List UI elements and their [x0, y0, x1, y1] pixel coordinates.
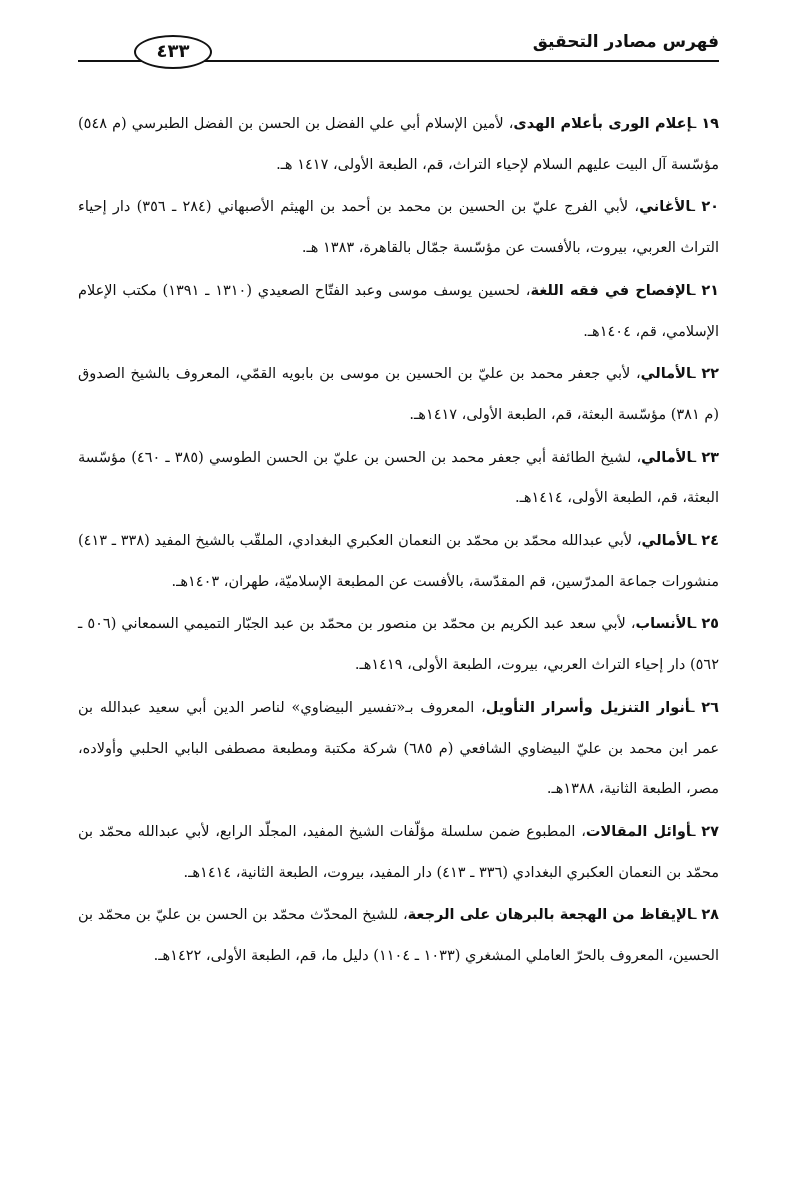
bibliography-entry: ٢٠ ـالأغاني، لأبي الفرج عليّ بن الحسين بن محمد بن أحمد بن الهيثم الأصبهاني (٢٨٤ ـ ٣٥٦) دار إحياء التراث العربي، بيروت، بالأفست عن مؤسّسة جمّال بالقاهرة، ١٣٨٣ هـ. — [78, 199, 720, 257]
entry-number: ٢٧ — [701, 823, 719, 840]
entry-text: ، لأبي سعد عبد الكريم بن محمّد بن منصور بن محمّد بن عبد الجبّار التميمي السمعاني (٥٠٦ ـ ٥٦٢) دار إحياء التراث العربي، بيروت، الطبعة الأولى، ١٤١٩هـ. — [78, 616, 719, 674]
entry-number: ٢٠ — [701, 199, 720, 216]
entry-text: ، المطبوع ضمن سلسلة مؤلّفات الشيخ المفيد، المجلّد الرابع، لأبي عبدالله محمّد بن محمّد بن النعمان العكبري البغدادي (٣٣٦ ـ ٤١٣) دار المفيد، بيروت، الطبعة الثانية، ١٤١٤هـ. — [78, 823, 719, 881]
bibliography-entry: ٢٦ ـأنوار التنزيل وأسرار التأويل، المعروف بـ«تفسير البيضاوي» لناصر الدين أبي سعيد عبدالله بن عمر ابن محمد بن عليّ البيضاوي الشافعي (م ٦٨٥) شركة مكتبة ومطبعة مصطفى البابي الحلبي وأولاده، مصر، الطبعة الثانية، ١٣٨٨هـ. — [78, 699, 719, 798]
bibliography-entry: ٢٧ ـأوائل المقالات، المطبوع ضمن سلسلة مؤلّفات الشيخ المفيد، المجلّد الرابع، لأبي عبدالله محمّد بن محمّد بن النعمان العكبري البغدادي (٣٣٦ ـ ٤١٣) دار المفيد، بيروت، الطبعة الثانية، ١٤١٤هـ. — [78, 823, 719, 881]
page-number-badge: ٤٣٣ — [134, 35, 212, 69]
bibliography-entry: ٢٤ ـالأمالي، لأبي عبدالله محمّد بن محمّد بن النعمان العكبري البغدادي، الملقّب بالشيخ المفيد (٣٣٨ ـ ٤١٣) منشورات جماعة المدرّسين، قم المقدّسة، بالأفست عن المطبعة الإسلاميّة، طهران، ١٤٠٣هـ. — [78, 533, 719, 590]
entry-number: ٢١ — [701, 282, 720, 299]
entry-title: الأمالي — [641, 449, 692, 466]
entry-text: ، لأبي عبدالله محمّد بن محمّد بن النعمان العكبري البغدادي، الملقّب بالشيخ المفيد (٣٣٨ ـ ٤١٣) منشورات جماعة المدرّسين، قم المقدّسة، بالأفست عن المطبعة الإسلاميّة، طهران، ١٤٠٣هـ. — [78, 533, 719, 590]
entry-title: الأمالي — [641, 533, 693, 550]
entry-number: ١٩ — [701, 116, 720, 132]
entry-title: الأنساب — [635, 616, 692, 633]
entry-text: ، لحسين يوسف موسى وعبد الفتّاح الصعيدي (١٣١٠ ـ ١٣٩١) مكتب الإعلام الإسلامي، قم، ١٤٠٤هـ. — [78, 282, 719, 340]
bibliography-entry: ٢٨ ـالإيقاظ من الهجعة بالبرهان على الرجعة، للشيخ المحدّث محمّد بن الحسن بن عليّ بن محمّد بن الحسين، المعروف بالحرّ العاملي المشغري (١٠٣٣ ـ ١١٠٤) دليل ما، قم، الطبعة الأولى، ١٤٢٢هـ. — [78, 907, 720, 965]
entry-number: ٢٢ — [701, 366, 720, 383]
running-title: فهرس مصادر التحقيق — [532, 32, 719, 52]
page-header — [78, 22, 719, 68]
entry-title: أنوار التنزيل وأسرار التأويل — [485, 699, 691, 716]
entry-number: ٢٣ — [701, 449, 720, 466]
entry-title: الأغاني — [639, 199, 691, 216]
entry-text: ، لأبي الفرج عليّ بن الحسين بن محمد بن أحمد بن الهيثم الأصبهاني (٢٨٤ ـ ٣٥٦) دار إحياء التراث العربي، بيروت، بالأفست عن مؤسّسة جمّال بالقاهرة، ١٣٨٣ هـ. — [78, 199, 719, 257]
entry-title: أوائل المقالات — [585, 823, 692, 840]
entry-text: ، لشيخ الطائفة أبي جعفر محمد بن الحسن بن عليّ بن الحسن الطوسي (٣٨٥ ـ ٤٦٠) مؤسّسة البعثة، قم، الطبعة الأولى، ١٤١٤هـ. — [78, 449, 719, 507]
entry-text: ، المعروف بـ«تفسير البيضاوي» لناصر الدين أبي سعيد عبدالله بن عمر ابن محمد بن عليّ البيضاوي الشافعي (م ٦٨٥) شركة مكتبة ومطبعة مصطفى البابي الحلبي وأولاده، مصر، الطبعة الثانية، ١٣٨٨هـ. — [78, 699, 719, 798]
entry-number: ٢٤ — [701, 533, 719, 550]
entry-title: الإيقاظ من الهجعة بالبرهان على الرجعة — [407, 907, 693, 924]
entry-number: ٢٥ — [701, 616, 720, 633]
entry-text: ، للشيخ المحدّث محمّد بن الحسن بن عليّ بن محمّد بن الحسين، المعروف بالحرّ العاملي المشغري (١٠٣٣ ـ ١١٠٤) دليل ما، قم، الطبعة الأولى، ١٤٢٢هـ. — [78, 907, 719, 965]
bibliography-entry: ٢٥ ـالأنساب، لأبي سعد عبد الكريم بن محمّد بن منصور بن محمّد بن عبد الجبّار التميمي السمعاني (٥٠٦ ـ ٥٦٢) دار إحياء التراث العربي، بيروت، الطبعة الأولى، ١٤١٩هـ. — [78, 616, 720, 674]
entry-number: ٢٨ — [701, 907, 720, 924]
entry-text: ، لأبي جعفر محمد بن عليّ بن الحسين بن موسى بن بابويه القمّي، المعروف بالشيخ الصدوق (م ٣٨١) مؤسّسة البعثة، قم، الطبعة الأولى، ١٤١٧هـ. — [78, 366, 719, 423]
entry-title: إعلام الورى بأعلام الهدى — [513, 116, 693, 132]
entry-number: ٢٦ — [701, 699, 719, 716]
entry-title: الأمالي — [640, 366, 692, 383]
bibliography-entry: ١٩ ـإعلام الورى بأعلام الهدى، لأمين الإسلام أبي علي الفضل بن الحسن بن الفضل الطبرسي (م ٥٤٨) مؤسّسة آل البيت عليهم السلام لإحياء التراث، قم، الطبعة الأولى، ١٤١٧ هـ. — [78, 116, 720, 173]
bibliography-entry: ٢١ ـالإفصاح في فقه اللغة، لحسين يوسف موسى وعبد الفتّاح الصعيدي (١٣١٠ ـ ١٣٩١) مكتب الإعلام الإسلامي، قم، ١٤٠٤هـ. — [78, 282, 720, 340]
bibliography-entry: ٢٢ ـالأمالي، لأبي جعفر محمد بن عليّ بن الحسين بن موسى بن بابويه القمّي، المعروف بالشيخ الصدوق (م ٣٨١) مؤسّسة البعثة، قم، الطبعة الأولى، ١٤١٧هـ. — [78, 366, 720, 423]
entry-text: ، لأمين الإسلام أبي علي الفضل بن الحسن بن الفضل الطبرسي (م ٥٤٨) مؤسّسة آل البيت عليهم السلام لإحياء التراث، قم، الطبعة الأولى، ١٤١٧ هـ. — [78, 116, 719, 173]
bibliography-entry: ٢٣ ـالأمالي، لشيخ الطائفة أبي جعفر محمد بن الحسن بن عليّ بن الحسن الطوسي (٣٨٥ ـ ٤٦٠) مؤسّسة البعثة، قم، الطبعة الأولى، ١٤١٤هـ. — [78, 449, 720, 507]
entry-title: الإفصاح في فقه اللغة — [530, 282, 692, 299]
bibliography-list — [78, 104, 719, 979]
